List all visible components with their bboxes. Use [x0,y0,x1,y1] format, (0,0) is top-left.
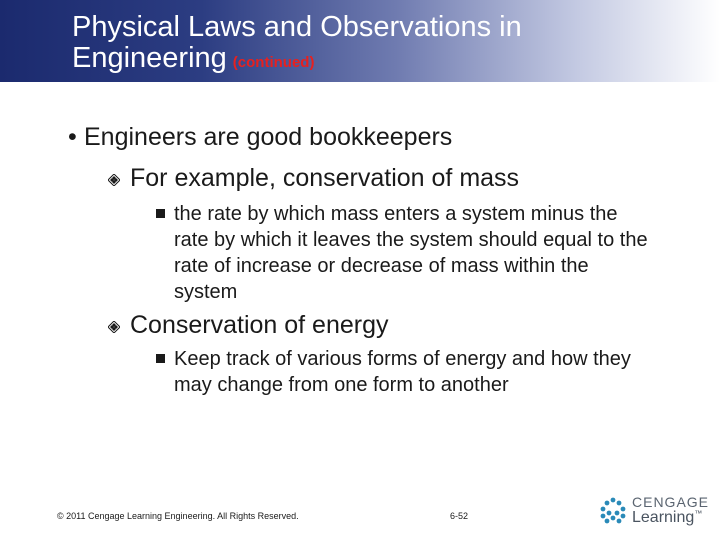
title-line-2-text: Engineering [72,42,227,74]
sub-bullet-energy-text: Keep track of various forms of energy and how they may change from one form to another [174,348,631,396]
cengage-dots-icon [598,496,628,526]
bullet-mass-text: For example, conservation of mass [130,164,520,192]
bullet-energy-text: Conservation of energy [130,311,389,339]
sub-bullet-mass-text: the rate by which mass enters a system minus the rate by which it leaves the system should equal to the rate of increase or decrease of mass within the system [174,203,648,303]
trademark-mark: ™ [694,509,703,518]
square-bullet-icon [156,209,165,218]
page-number: 6-52 [450,511,469,521]
square-bullet-icon [156,354,165,363]
bullet-dot-icon: • [68,123,77,151]
title-line-1: Physical Laws and Observations in [72,11,522,43]
logo-text-cengage: CENGAGE [632,494,710,510]
diamond-bullet-icon [108,174,120,186]
cengage-logo [598,492,710,528]
bullet-level1 [68,122,452,152]
copyright-footer: © 2011 Cengage Learning Engineering. All Rights Reserved. [57,511,299,521]
bullet-level1-text: Engineers are good bookkeepers [84,123,453,151]
diamond-bullet-icon [108,321,120,333]
continued-label: (continued) [232,54,315,71]
logo-text-learning-word: Learning [632,509,695,526]
logo-text-learning [632,509,702,527]
